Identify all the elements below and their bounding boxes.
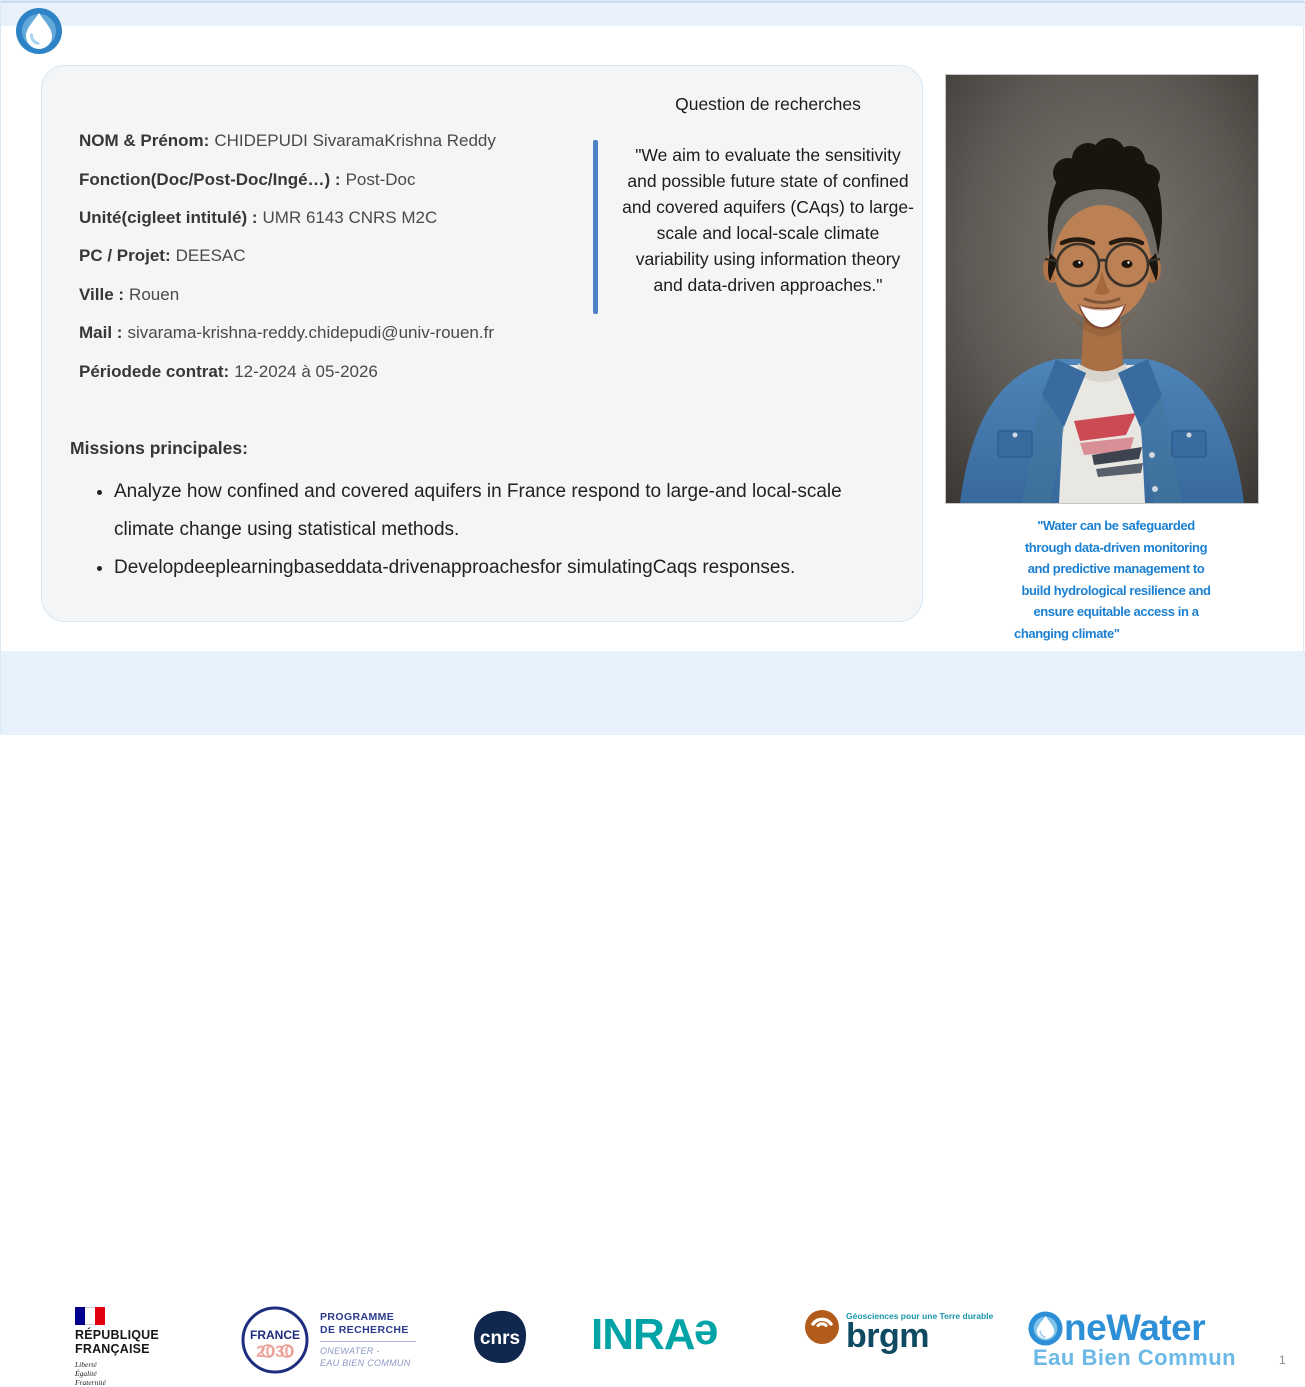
rf-name-line2: FRANÇAISE	[75, 1342, 150, 1356]
onewater-footer-logo	[1027, 1309, 1236, 1371]
field-mail	[79, 314, 599, 352]
onewater-subtitle: Eau Bien Commun	[1033, 1345, 1237, 1370]
inrae-turned-e: e	[694, 1311, 719, 1360]
inrae-text: INRA	[591, 1310, 695, 1359]
onewater-o-drop-icon	[1027, 1310, 1064, 1347]
f2030-programme: PROGRAMME	[320, 1311, 395, 1323]
field-projet-label: PC / Projet:	[79, 246, 171, 266]
field-name	[79, 122, 599, 160]
vertical-divider	[593, 140, 598, 314]
field-periode-value: 12-2024 à 05-2026	[234, 361, 378, 381]
f2030-recherche: DE RECHERCHE	[320, 1324, 409, 1336]
field-name-value: CHIDEPUDI SivaramaKrishna Reddy	[214, 131, 496, 151]
photo-quote-line: and predictive management to	[1027, 561, 1205, 576]
photo-quote-line: ensure equitable access in a	[1033, 604, 1199, 619]
missions-section	[70, 438, 906, 587]
research-question	[622, 94, 914, 298]
mission-item: • Analyze how confined and covered aquifers in France respond to large-and local-scale climate change using statistical methods.	[114, 473, 906, 549]
brgm-name: brgm	[846, 1317, 929, 1355]
rf-motto-liberte: Liberté	[75, 1360, 97, 1369]
svg-text:FRANCE: FRANCE	[250, 1328, 300, 1342]
field-ville	[79, 276, 599, 314]
research-question-quote: "We aim to evaluate the sensitivity and possible future state of confined and covered aquifers (CAqs) to large-scale and local-scale climate variability using information theory and data-driven approaches."	[622, 145, 914, 295]
field-unite-label: Unité(cigleet intitulé) :	[79, 207, 258, 227]
profile-card	[41, 65, 923, 622]
top-strip	[1, 1, 1305, 26]
missions-title: Missions principales:	[70, 438, 248, 458]
rf-motto-egalite: Égalité	[75, 1369, 97, 1378]
profile-fields	[79, 122, 599, 391]
f2030-onewater: ONEWATER -	[320, 1346, 380, 1356]
brgm-globe-icon	[804, 1309, 840, 1345]
cnrs-logo	[472, 1309, 528, 1365]
svg-text:cnrs: cnrs	[479, 1328, 521, 1349]
rf-name-line1: RÉPUBLIQUE	[75, 1328, 159, 1342]
inrae-logo	[591, 1310, 719, 1360]
field-ville-value: Rouen	[129, 284, 180, 304]
photo-quote-line: "Water can be safeguarded	[1037, 518, 1195, 533]
field-unite-value: UMR 6143 CNRS M2C	[262, 207, 438, 227]
onewater-drop-icon	[14, 6, 64, 56]
field-mail-label: Mail :	[79, 323, 123, 343]
footer-strip	[1, 651, 1305, 1387]
field-fonction	[79, 160, 599, 198]
f2030-eaubiencommun: EAU BIEN COMMUN	[320, 1357, 411, 1368]
france-2030-circle-icon	[240, 1305, 310, 1375]
missions-list	[70, 473, 906, 587]
field-ville-label: Ville :	[79, 284, 125, 304]
field-fonction-label: Fonction(Doc/Post-Doc/Ingé…) :	[79, 169, 341, 189]
mission-item: • Developdeeplearningbaseddata-drivenapproachesfor simulatingCaqs responses.	[114, 549, 906, 587]
page-number: 1	[1279, 1353, 1286, 1367]
photo-quote-line: changing climate"	[1014, 625, 1120, 641]
svg-text:2030: 2030	[256, 1342, 294, 1361]
republique-francaise-logo	[75, 1307, 185, 1387]
portrait-photo	[945, 74, 1259, 504]
field-fonction-value: Post-Doc	[345, 169, 416, 189]
photo-quote-line: build hydrological resilience and	[1021, 582, 1211, 598]
field-unite	[79, 199, 599, 237]
onewater-name: neWater	[1064, 1307, 1206, 1348]
field-projet	[79, 237, 599, 275]
photo-quote	[996, 515, 1236, 644]
photo-quote-line: through data-driven monitoring	[1024, 539, 1208, 555]
field-projet-value: DEESAC	[175, 246, 246, 266]
field-periode	[79, 352, 599, 390]
rf-motto-fraternite: Fraternité	[75, 1378, 106, 1387]
brgm-logo	[804, 1303, 994, 1355]
french-flag-icon	[75, 1307, 105, 1325]
field-name-label: NOM & Prénom:	[79, 131, 210, 151]
france-2030-logo	[240, 1305, 416, 1375]
field-periode-label: Périodede contrat:	[79, 361, 230, 381]
brgm-tagline: Géosciences pour une Terre durable	[846, 1311, 994, 1321]
research-question-title: Question de recherches	[675, 94, 861, 114]
field-mail-value: sivarama-krishna-reddy.chidepudi@univ-rouen.fr	[127, 323, 494, 343]
